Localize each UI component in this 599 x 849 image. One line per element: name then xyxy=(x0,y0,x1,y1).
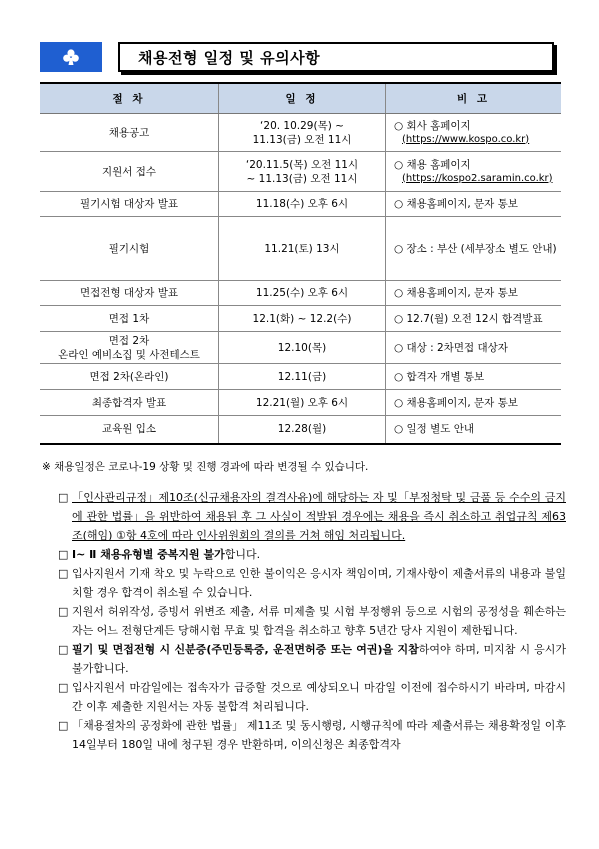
cell-date: 12.21(월) 오후 6시 xyxy=(219,390,386,416)
checkbox-bullet: □ xyxy=(58,719,69,732)
cell-step: 지원서 접수 xyxy=(40,152,219,192)
note-text: ○ 채용 홈페이지 xyxy=(394,158,471,171)
cell-note xyxy=(386,152,562,192)
cell-note: ○ 합격자 개별 통보 xyxy=(386,364,562,390)
title-box xyxy=(118,42,554,72)
cell-note xyxy=(386,114,562,152)
note-link[interactable]: (https://kospo2.saramin.co.kr) xyxy=(402,172,553,184)
cell-step: 면접전형 대상자 발표 xyxy=(40,281,219,306)
notice-item xyxy=(58,602,566,640)
cell-step: 최종합격자 발표 xyxy=(40,390,219,416)
table-row xyxy=(40,152,561,192)
notice-item xyxy=(58,545,566,564)
table-row xyxy=(40,114,561,152)
notice-emphasis: 필기 및 면접전형 시 신분증(주민등록증, 운전면허증 또는 여권)을 지참 xyxy=(72,643,419,656)
schedule-table xyxy=(40,82,561,445)
cell-date: 12.28(월) xyxy=(219,416,386,444)
notice-item xyxy=(58,488,566,545)
table-row xyxy=(40,281,561,306)
cell-date: ‘20. 10.29(목) ~ 11.13(금) 오전 11시 xyxy=(219,114,386,152)
table-row xyxy=(40,416,561,444)
cell-note: ○ 12.7(월) 오전 12시 합격발표 xyxy=(386,306,562,332)
notice-text: 「채용절차의 공정화에 관한 법률」 제11조 및 동시행령, 시행규칙에 따라 제출서류는 채용확정일 이후 14일부터 180일 내에 청구된 경우 반환하며, 이의신청은 최종합격자 xyxy=(72,719,566,751)
checkbox-bullet: □ xyxy=(58,605,69,618)
table-row xyxy=(40,192,561,217)
cell-step: 면접 2차(온라인) xyxy=(40,364,219,390)
notice-emphasis: Ⅰ~ Ⅱ 채용유형별 중복지원 불가 xyxy=(72,548,225,561)
cell-note: ○ 대상 : 2차면접 대상자 xyxy=(386,332,562,364)
table-row xyxy=(40,332,561,364)
notice-item xyxy=(58,678,566,716)
table-header-row xyxy=(40,83,561,114)
header-date: 일 정 xyxy=(219,83,386,114)
notice-text xyxy=(72,545,566,564)
notice-item xyxy=(58,716,566,754)
table-row xyxy=(40,390,561,416)
checkbox-bullet: □ xyxy=(58,643,69,656)
cell-step: 필기시험 xyxy=(40,217,219,281)
header-step: 절 차 xyxy=(40,83,219,114)
cell-date: 12.1(화) ~ 12.2(수) xyxy=(219,306,386,332)
notice-text: 입사지원서 마감일에는 접속자가 급증할 것으로 예상되오니 마감일 이전에 접수하시기 바라며, 마감시간 이후 제출한 지원서는 자동 불합격 처리됩니다. xyxy=(72,681,566,713)
cell-note: ○ 일정 별도 안내 xyxy=(386,416,562,444)
note-text: ○ 회사 홈페이지 xyxy=(394,119,471,132)
cell-step: 면접 2차 온라인 예비소집 및 사전테스트 xyxy=(40,332,219,364)
cell-date: 11.25(수) 오후 6시 xyxy=(219,281,386,306)
cell-date: 11.18(수) 오후 6시 xyxy=(219,192,386,217)
notice-text: 「인사관리규정」제10조(신규채용자의 결격사유)에 해당하는 자 및「부정청탁 및 금품 등 수수의 금지에 관한 법률」을 위반하여 채용된 후 그 사실이 적발된 경우에는 채용을 즉시 취소하고 취업규칙 제63조(해임) ①항 4호에 따라 인사위원회의 결의를 거쳐 해임 처리됩니다. xyxy=(72,491,566,542)
cell-note: ○ 채용홈페이지, 문자 통보 xyxy=(386,390,562,416)
header-note: 비 고 xyxy=(386,83,562,114)
cell-date: 11.21(토) 13시 xyxy=(219,217,386,281)
cell-date: 12.11(금) xyxy=(219,364,386,390)
checkbox-bullet: □ xyxy=(58,491,69,504)
table-row xyxy=(40,217,561,281)
table-row xyxy=(40,306,561,332)
checkbox-bullet: □ xyxy=(58,548,69,561)
club-badge xyxy=(40,42,102,72)
notice-item xyxy=(58,640,566,678)
schedule-footnote: ※ 채용일정은 코로나-19 상황 및 진행 경과에 따라 변경될 수 있습니다. xyxy=(42,461,369,473)
notice-text: 입사지원서 기재 착오 및 누락으로 인한 불이익은 응시자 책임이며, 기재사항이 제출서류의 내용과 불일치할 경우 합격이 취소될 수 있습니다. xyxy=(72,567,566,599)
notice-item xyxy=(58,564,566,602)
cell-note: ○ 채용홈페이지, 문자 통보 xyxy=(386,192,562,217)
cell-note: ○ 채용홈페이지, 문자 통보 xyxy=(386,281,562,306)
cell-step: 필기시험 대상자 발표 xyxy=(40,192,219,217)
cell-date: 12.10(목) xyxy=(219,332,386,364)
notice-text xyxy=(72,640,566,678)
cell-note: ○ 장소 : 부산 (세부장소 별도 안내) xyxy=(386,217,562,281)
notice-rest: 합니다. xyxy=(224,548,261,561)
notice-rest: 하여야 하며, 미지참 시 응시가 불가합니다. xyxy=(72,643,566,675)
checkbox-bullet: □ xyxy=(58,567,69,580)
page-title: 채용전형 일정 및 유의사항 xyxy=(138,49,321,67)
club-icon xyxy=(62,48,80,66)
section-header xyxy=(40,42,550,72)
notice-text: 지원서 허위작성, 증빙서 위변조 제출, 서류 미제출 및 시험 부정행위 등으로 시험의 공정성을 훼손하는 자는 어느 전형단계든 당해시험 무효 및 합격을 취소하고 향후 5년간 당사 지원이 제한됩니다. xyxy=(72,605,566,637)
cell-date: ‘20.11.5(목) 오전 11시 ~ 11.13(금) 오전 11시 xyxy=(219,152,386,192)
cell-step: 채용공고 xyxy=(40,114,219,152)
table-row xyxy=(40,364,561,390)
cell-step: 교육원 입소 xyxy=(40,416,219,444)
cell-step: 면접 1차 xyxy=(40,306,219,332)
note-link[interactable]: (https://www.kospo.co.kr) xyxy=(402,133,530,145)
checkbox-bullet: □ xyxy=(58,681,69,694)
notice-list xyxy=(58,488,566,754)
